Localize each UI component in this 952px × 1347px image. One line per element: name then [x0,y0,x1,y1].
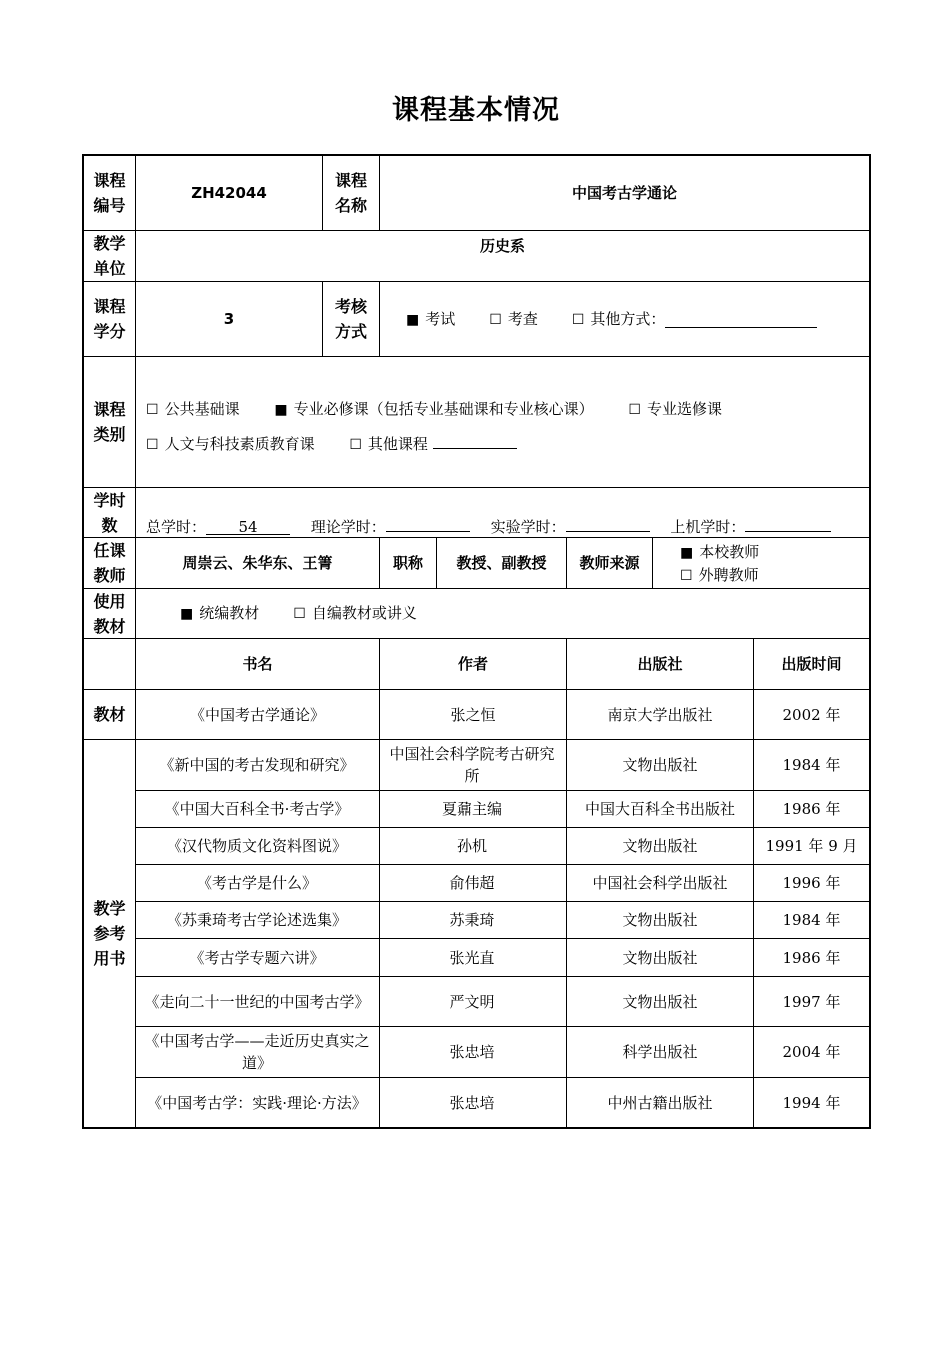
textbook-option-self[interactable]: ☐ 自编教材或讲义 [293,604,417,622]
reference-publisher: 中国社会科学出版社 [592,874,728,892]
teacher-source-label: 教师来源 [579,554,640,572]
exam-method-label: 考核 方式 [334,297,367,341]
reference-title: 《中国大百科全书·考古学》 [164,800,350,818]
references-label: 教学 参考 用书 [93,899,126,968]
reference-author: 孙机 [456,837,487,855]
course-code-value: ZH42044 [191,184,267,202]
textbook-title: 《中国考古学通论》 [189,705,325,724]
reference-date: 1984 年 [782,911,841,929]
theory-hours-label: 理论学时： [310,518,386,536]
lab-hours-label: 实验学时： [490,518,566,536]
reference-date: 1996 年 [782,874,841,892]
reference-author: 张忠培 [449,1093,495,1112]
credits-value: 3 [223,310,235,328]
teacher-label: 任课 教师 [93,541,126,585]
total-hours-label: 总学时： [146,518,207,536]
exam-option-check[interactable]: ☐ 考查 [489,309,538,328]
type-option-required[interactable]: ■ 专业必修课（包括专业基础课和专业核心课） [274,400,594,418]
textbook-option-unified[interactable]: ■ 统编教材 [180,604,260,622]
exam-option-other[interactable]: ☐ 其他方式： [571,309,666,328]
source-option-internal[interactable]: ■ 本校教师 [680,543,760,561]
source-option-external[interactable]: ☐ 外聘教师 [680,566,759,584]
reference-date: 1986 年 [782,800,841,818]
type-option-other[interactable]: ☐ 其他课程 [349,435,428,453]
course-name-value: 中国考古学通论 [571,184,677,202]
header-author: 作者 [457,655,488,673]
reference-publisher: 科学出版社 [622,1043,698,1061]
type-option-elective[interactable]: ☐ 专业选修课 [628,400,722,418]
course-type-row2 [146,432,517,454]
reference-date: 2004 年 [782,1043,841,1061]
reference-author: 张忠培 [449,1043,495,1061]
textbook-type-options [180,589,780,638]
credits-label: 课程 学分 [93,297,126,341]
textbook-used-label: 使用 教材 [93,591,126,636]
reference-author: 中国社会科学院考古研究所 [389,745,555,785]
teaching-unit-label: 教学 单位 [93,234,126,278]
reference-author: 俞伟超 [449,874,495,892]
page-title: 课程基本情况 [392,95,560,126]
reference-date: 1984 年 [782,756,841,774]
exam-other-blank[interactable] [665,311,817,328]
textbook-label: 教材 [93,705,126,724]
textbook-author: 张之恒 [450,705,496,724]
course-name-label: 课程 名称 [334,171,367,215]
hours-row [146,515,831,537]
course-type-row1 [146,398,722,419]
reference-author: 张光直 [449,948,495,967]
teaching-unit-value: 历史系 [479,237,525,255]
reference-publisher: 文物出版社 [622,911,698,929]
reference-publisher: 文物出版社 [622,992,698,1011]
reference-publisher: 文物出版社 [622,756,698,774]
reference-title: 《走向二十一世纪的中国考古学》 [144,992,370,1011]
hours-label: 学时 数 [93,490,126,535]
lab-hours-blank[interactable] [566,515,650,532]
reference-title: 《汉代物质文化资料图说》 [166,837,347,855]
exam-method-options [406,282,866,356]
reference-date: 1986 年 [782,948,841,967]
reference-title: 《苏秉琦考古学论述选集》 [166,911,347,929]
teacher-title-label: 职称 [392,554,423,572]
reference-author: 夏鼐主编 [441,800,502,818]
reference-date: 1997 年 [782,992,841,1011]
exam-option-exam[interactable]: ■ 考试 [406,309,456,328]
reference-publisher: 中州古籍出版社 [607,1093,713,1112]
course-code-label: 课程 编号 [93,171,126,215]
textbook-publisher: 南京大学出版社 [607,705,713,724]
reference-publisher: 中国大百科全书出版社 [584,800,735,818]
type-option-humanities[interactable]: ☐ 人文与科技素质教育课 [146,435,315,453]
total-hours-value[interactable]: 54 [206,518,290,535]
reference-title: 《考古学专题六讲》 [189,948,325,967]
reference-title: 《考古学是什么》 [196,874,317,892]
computer-hours-blank[interactable] [745,515,831,532]
reference-publisher: 文物出版社 [622,948,698,967]
teacher-names: 周崇云、朱华东、王箐 [182,554,333,572]
textbook-date: 2002 年 [782,705,841,724]
header-book-title: 书名 [242,655,273,673]
header-publish-date: 出版时间 [781,655,842,673]
header-publisher: 出版社 [637,655,683,673]
teacher-title-value: 教授、副教授 [456,554,547,572]
computer-hours-label: 上机学时： [670,518,746,536]
reference-author: 苏秉琦 [449,911,495,929]
reference-date: 1994 年 [782,1093,841,1112]
course-type-label: 课程 类别 [93,400,126,444]
type-option-public[interactable]: ☐ 公共基础课 [146,400,240,418]
theory-hours-blank[interactable] [386,515,470,532]
reference-author: 严文明 [449,992,495,1011]
reference-date: 1991 年 9 月 [765,837,858,855]
reference-title: 《新中国的考古发现和研究》 [159,756,355,774]
reference-publisher: 文物出版社 [622,837,698,855]
reference-title: 《中国考古学——走近历史真实之道》 [144,1032,370,1072]
reference-title: 《中国考古学：实践·理论·方法》 [147,1093,367,1112]
teacher-source-options [680,541,759,587]
type-other-blank[interactable] [433,432,517,449]
